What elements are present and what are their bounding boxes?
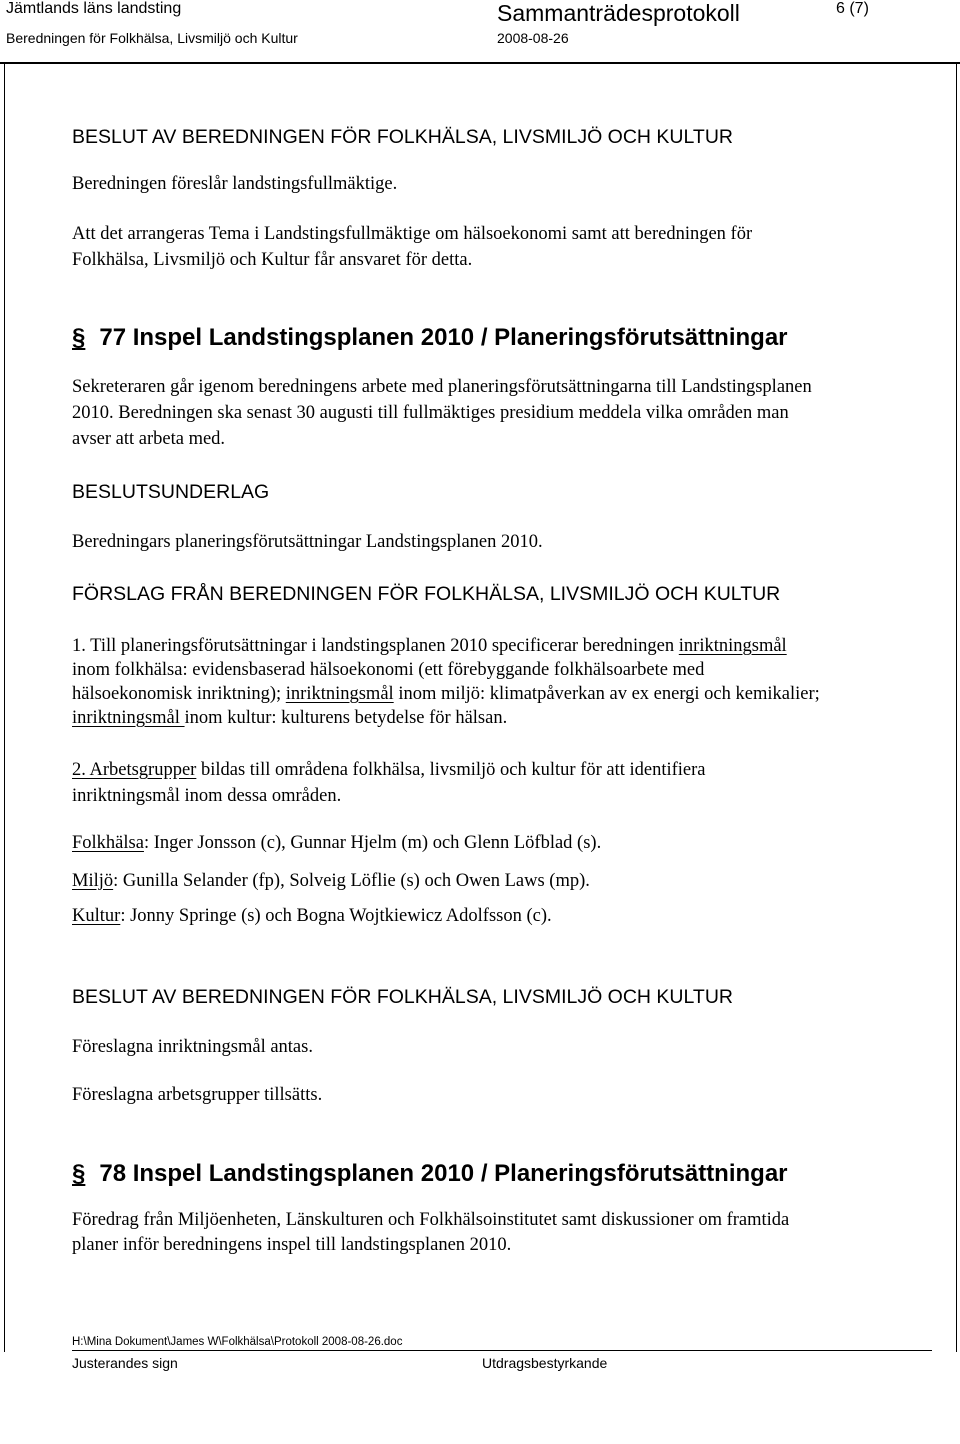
item-1-underlined-term: inriktningsmål <box>72 708 185 728</box>
group-miljo <box>72 871 590 892</box>
paragraph-sign-icon: § <box>72 324 86 351</box>
item-2-line-1 <box>72 760 705 781</box>
right-margin-line <box>956 62 957 1352</box>
item-1-line-2: inom folkhälsa: evidensbaserad hälsoekonomi (ett förebyggande folkhälsoarbete med <box>72 660 705 680</box>
item-1-underlined-term: inriktningsmål <box>285 684 394 704</box>
decision-item-2: Föreslagna arbetsgrupper tillsätts. <box>72 1085 323 1105</box>
group-label: Folkhälsa <box>72 833 144 853</box>
extract-label: Utdragsbestyrkande <box>482 1355 608 1371</box>
group-members: : Jonny Springe (s) och Bogna Wojtkiewicz Adolfsson (c). <box>120 906 552 926</box>
footer-divider <box>72 1350 932 1351</box>
group-label: Miljö <box>72 871 114 891</box>
signature-label: Justerandes sign <box>72 1355 178 1371</box>
item-1-text: 1. Till planeringsförutsättningar i landstingsplanen 2010 specificerar beredningen <box>72 636 679 656</box>
item-1-text: hälsoekonomisk inriktning); <box>72 684 286 704</box>
item-1-line-3 <box>72 684 820 705</box>
item-1-underlined-term: inriktningsmål <box>678 636 787 656</box>
document-title: Sammanträdesprotokoll <box>497 0 740 26</box>
section-78-text-line-2: planer inför beredningens inspel till landstingsplanen 2010. <box>72 1235 512 1255</box>
section-77-heading <box>72 324 788 352</box>
section-78-title: 78 Inspel Landstingsplanen 2010 / Planeringsförutsättningar <box>99 1160 788 1187</box>
file-path: H:\Mina Dokument\James W\Folkhälsa\Protokoll 2008-08-26.doc <box>72 1336 403 1348</box>
proposal-heading: FÖRSLAG FRÅN BEREDNINGEN FÖR FOLKHÄLSA, LIVSMILJÖ OCH KULTUR <box>72 583 781 605</box>
group-members: : Gunilla Selander (fp), Solveig Löflie (s) och Owen Laws (mp). <box>113 871 590 891</box>
group-folkhalsa <box>72 833 601 854</box>
item-1-line-1 <box>72 636 787 657</box>
section-77-intro-line-2: 2010. Beredningen ska senast 30 augusti till fullmäktiges presidium meddela vilka områden man <box>72 403 789 423</box>
organization-name: Jämtlands läns landsting <box>6 0 182 17</box>
paragraph-theme-line-1: Att det arrangeras Tema i Landstingsfullmäktige om hälsoekonomi samt att beredningen för <box>72 224 753 244</box>
header-divider <box>0 62 960 64</box>
group-members: : Inger Jonsson (c), Gunnar Hjelm (m) och Glenn Löfblad (s). <box>143 833 602 853</box>
page-number: 6 (7) <box>836 0 869 17</box>
decision-item-1: Föreslagna inriktningsmål antas. <box>72 1037 313 1057</box>
section-77-intro-line-3: avser att arbeta med. <box>72 429 226 449</box>
department-name: Beredningen för Folkhälsa, Livsmiljö och Kultur <box>6 30 298 46</box>
item-2-underlined-term: 2. Arbetsgrupper <box>72 760 197 780</box>
item-2-line-2: inriktningsmål inom dessa områden. <box>72 786 342 806</box>
item-1-text: inom kultur: kulturens betydelse för hälsan. <box>184 708 508 728</box>
item-2-text: bildas till områdena folkhälsa, livsmiljö och kultur för att identifiera <box>196 760 706 780</box>
section-77-title: 77 Inspel Landstingsplanen 2010 / Planeringsförutsättningar <box>99 324 788 351</box>
paragraph-sign-icon: § <box>72 1160 86 1187</box>
meeting-date: 2008-08-26 <box>497 30 569 46</box>
basis-heading: BESLUTSUNDERLAG <box>72 481 270 503</box>
decision-heading-1: BESLUT AV BEREDNINGEN FÖR FOLKHÄLSA, LIVSMILJÖ OCH KULTUR <box>72 126 733 148</box>
item-1-line-4 <box>72 708 507 729</box>
paragraph-theme-line-2: Folkhälsa, Livsmiljö och Kultur får ansvaret för detta. <box>72 250 473 270</box>
left-margin-line <box>4 62 5 1352</box>
item-1-text: inom miljö: klimatpåverkan av ex energi och kemikalier; <box>393 684 820 704</box>
group-kultur <box>72 906 552 927</box>
section-78-text-line-1: Föredrag från Miljöenheten, Länskulturen och Folkhälsoinstitutet samt diskussioner om framtida <box>72 1210 790 1230</box>
section-77-intro-line-1: Sekreteraren går igenom beredningens arbete med planeringsförutsättningarna till Landstingsplanen <box>72 377 812 397</box>
paragraph-recommendation: Beredningen föreslår landstingsfullmäktige. <box>72 174 398 194</box>
decision-heading-2: BESLUT AV BEREDNINGEN FÖR FOLKHÄLSA, LIVSMILJÖ OCH KULTUR <box>72 986 733 1008</box>
section-78-heading <box>72 1160 788 1188</box>
basis-text: Beredningars planeringsförutsättningar Landstingsplanen 2010. <box>72 532 543 552</box>
group-label: Kultur <box>72 906 121 926</box>
